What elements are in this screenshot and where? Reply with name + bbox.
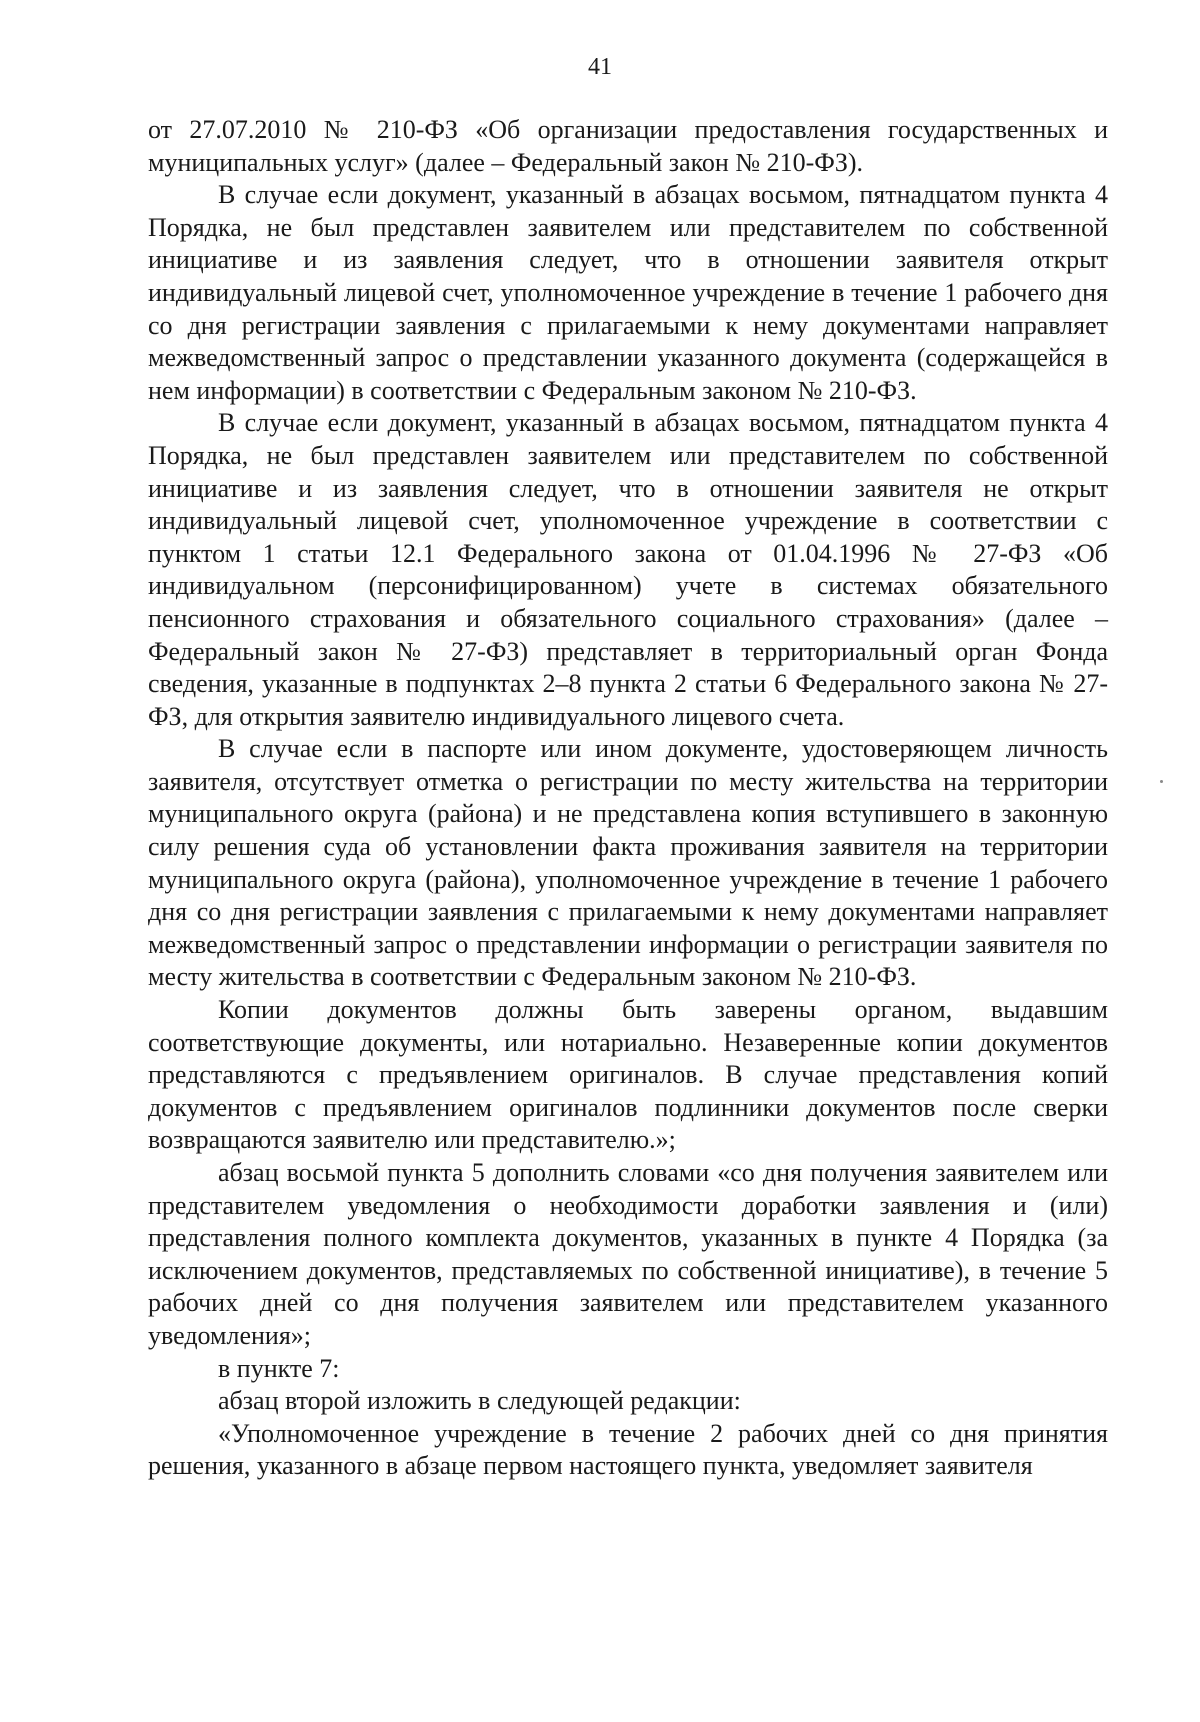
paragraph-8: абзац второй изложить в следующей редакции: bbox=[218, 1386, 741, 1416]
paragraph-7: в пункте 7: bbox=[218, 1353, 340, 1383]
document-body bbox=[148, 114, 1108, 1483]
paragraph-9: «Уполномоченное учреждение в течение 2 рабочих дней со дня принятия решения, указанного в абзаце первом настоящего пункта, уведомляет заявителя bbox=[148, 1418, 1108, 1481]
paragraph-6: абзац восьмой пункта 5 дополнить словами «со дня получения заявителем или представителем уведомления о необходимости доработки заявления и (или) представления полного комплекта документов, указанных в пункте 4 Порядка (за исключением документов, представляемых по собственной инициативе), в течение 5 рабочих дней со дня получения заявителем или представителем указанного уведомления»; bbox=[148, 1158, 1108, 1350]
paragraph-1: от 27.07.2010 № 210-ФЗ «Об организации предоставления государственных и муниципальных услуг» (далее – Федеральный закон № 210-ФЗ). bbox=[148, 115, 1108, 177]
paragraph-4: В случае если в паспорте или ином документе, удостоверяющем личность заявителя, отсутствует отметка о регистрации по месту жительства на территории муниципального округа (района) и не представлена копия вступившего в законную силу решения суда об установлении факта проживания заявителя на территории муниципального округа (района), уполномоченное учреждение в течение 1 рабочего дня со дня регистрации заявления с прилагаемыми к нему документами направляет межведомственный запрос о представлении информации о регистрации заявителя по месту жительства в соответствии с Федеральным законом № 210-ФЗ. bbox=[148, 734, 1108, 992]
paragraph-5: Копии документов должны быть заверены органом, выдавшим соответствующие документы, или нотариально. Незаверенные копии документов представляются с предъявлением оригиналов. В случае представления копий документов с предъявлением оригиналов подлинники документов после сверки возвращаются заявителю или представителю.»; bbox=[148, 995, 1108, 1155]
paragraph-3: В случае если документ, указанный в абзацах восьмом, пятнадцатом пункта 4 Порядка, не был представлен заявителем или представителем по собственной инициативе и из заявления следует, что в отношении заявителя не открыт индивидуальный лицевой счет, уполномоченное учреждение в соответствии с пунктом 1 статьи 12.1 Федерального закона от 01.04.1996 № 27-ФЗ «Об индивидуальном (персонифицированном) учете в системах обязательного пенсионного страхования и обязательного социального страхования» (далее – Федеральный закон № 27-ФЗ) представляет в территориальный орган Фонда сведения, указанные в подпунктах 2–8 пункта 2 статьи 6 Федерального закона № 27-ФЗ, для открытия заявителю индивидуального лицевого счета. bbox=[148, 408, 1108, 731]
scan-speck bbox=[1160, 780, 1163, 783]
page-number: 41 bbox=[588, 54, 612, 80]
paragraph-2: В случае если документ, указанный в абзацах восьмом, пятнадцатом пункта 4 Порядка, не был представлен заявителем или представителем по собственной инициативе и из заявления следует, что в отношении заявителя открыт индивидуальный лицевой счет, уполномоченное учреждение в течение 1 рабочего дня со дня регистрации заявления с прилагаемыми к нему документами направляет межведомственный запрос о представлении указанного документа (содержащейся в нем информации) в соответствии с Федеральным законом № 210-ФЗ. bbox=[148, 180, 1108, 405]
